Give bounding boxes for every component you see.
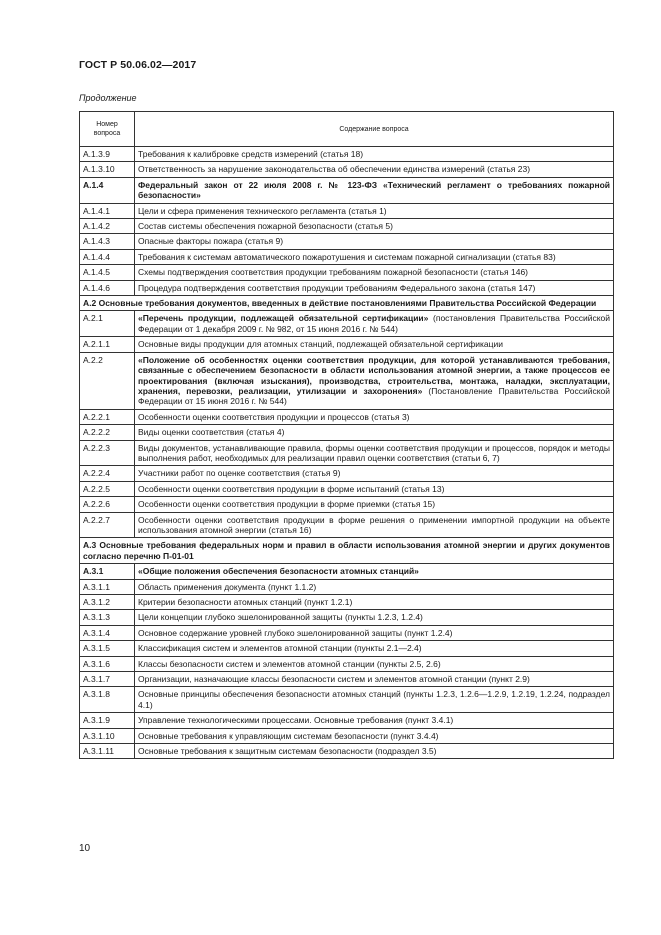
- question-number: A.3.1.1: [80, 579, 135, 594]
- question-content: Организации, назначающие классы безопасности систем и элементов атомной станции (пункт 2.9): [135, 672, 614, 687]
- question-number: A.1.4.4: [80, 249, 135, 264]
- question-content: Схемы подтверждения соответствия продукции требованиям пожарной безопасности (статья 146): [135, 265, 614, 280]
- table-row: [80, 641, 614, 656]
- question-content: Критерии безопасности атомных станций (пункт 1.2.1): [135, 595, 614, 610]
- document-title: «Перечень продукции, подлежащей обязательной сертификации»: [138, 313, 429, 324]
- table-body: [80, 147, 614, 759]
- question-number: A.3.1.10: [80, 728, 135, 743]
- table-row: [80, 440, 614, 466]
- question-number: A.1.3.10: [80, 162, 135, 177]
- question-number: A.3.1.4: [80, 625, 135, 640]
- table-row: [80, 481, 614, 496]
- table-row: [80, 337, 614, 352]
- table-row: [80, 177, 614, 203]
- document-code: ГОСТ Р 50.06.02—2017: [79, 59, 197, 71]
- table-row: [80, 265, 614, 280]
- question-number: A.1.4.1: [80, 203, 135, 218]
- section-heading: A.2 Основные требования документов, введенных в действие постановлениями Правительства Российской Федерации: [80, 296, 614, 311]
- table-row: [80, 564, 614, 579]
- question-content: Особенности оценки соответствия продукции в форме испытаний (статья 13): [135, 481, 614, 496]
- section-heading: A.3 Основные требования федеральных норм и правил в области использования атомной энергии и других документов согласно перечню П-01-01: [80, 538, 614, 564]
- question-content: «Общие положения обеспечения безопасности атомных станций»: [135, 564, 614, 579]
- question-number: A.2.2.4: [80, 466, 135, 481]
- table-row: [80, 249, 614, 264]
- question-number: A.2.2: [80, 352, 135, 409]
- table-row: [80, 280, 614, 295]
- question-content: Основные требования к защитным системам безопасности (подраздел 3.5): [135, 744, 614, 759]
- table-row: [80, 497, 614, 512]
- question-content: Основные требования к управляющим системам безопасности (пункт 3.4.4): [135, 728, 614, 743]
- table-row: [80, 234, 614, 249]
- table-header-row: [80, 112, 614, 147]
- table-row: [80, 656, 614, 671]
- question-number: A.3.1.7: [80, 672, 135, 687]
- column-header-number: Номер вопроса: [80, 112, 135, 147]
- question-number: A.3.1.2: [80, 595, 135, 610]
- table-row: [80, 162, 614, 177]
- question-content: [135, 311, 614, 337]
- question-number: A.3.1.6: [80, 656, 135, 671]
- question-number: A.1.3.9: [80, 147, 135, 162]
- table-row: [80, 625, 614, 640]
- table-row: [80, 219, 614, 234]
- question-number: A.2.2.3: [80, 440, 135, 466]
- question-content: Основные принципы обеспечения безопасности атомных станций (пункты 1.2.3, 1.2.6—1.2.9, 1.2.19, 1.2.24, подраздел 4.1): [135, 687, 614, 713]
- question-number: A.3.1.3: [80, 610, 135, 625]
- question-content: Цели концепции глубоко эшелонированной защиты (пункты 1.2.3, 1.2.4): [135, 610, 614, 625]
- table-row: [80, 425, 614, 440]
- question-number: A.1.4.3: [80, 234, 135, 249]
- question-content: Особенности оценки соответствия продукции в форме решения о применении импортной продукции на объекте использования атомной энергии (статья 16): [135, 512, 614, 538]
- question-content: Управление технологическими процессами. Основные требования (пункт 3.4.1): [135, 713, 614, 728]
- question-content: Особенности оценки соответствия продукции в форме приемки (статья 15): [135, 497, 614, 512]
- question-number: A.2.2.5: [80, 481, 135, 496]
- question-content: Федеральный закон от 22 июля 2008 г. № 123-ФЗ «Технический регламент о требованиях пожарной безопасности»: [135, 177, 614, 203]
- table-row: [80, 147, 614, 162]
- table-section-row: [80, 538, 614, 564]
- question-content: Основное содержание уровней глубоко эшелонированной защиты (пункт 1.2.4): [135, 625, 614, 640]
- document-reference: (Постановление Правительства Российской Федерации от 15 июня 2016 г. № 544): [138, 385, 610, 407]
- question-content: Цели и сфера применения технического регламента (статья 1): [135, 203, 614, 218]
- table-row: [80, 512, 614, 538]
- question-content: Процедура подтверждения соответствия продукции требованиям Федерального закона (статья 147): [135, 280, 614, 295]
- question-content: Классификация систем и элементов атомной станции (пункты 2.1—2.4): [135, 641, 614, 656]
- question-number: A.1.4.5: [80, 265, 135, 280]
- table-row: [80, 352, 614, 409]
- question-number: A.3.1.8: [80, 687, 135, 713]
- question-content: [135, 352, 614, 409]
- question-content: Опасные факторы пожара (статья 9): [135, 234, 614, 249]
- column-header-content: Содержание вопроса: [135, 112, 614, 147]
- question-number: A.3.1.9: [80, 713, 135, 728]
- question-content: Участники работ по оценке соответствия (статья 9): [135, 466, 614, 481]
- question-content: Виды оценки соответствия (статья 4): [135, 425, 614, 440]
- table-row: [80, 579, 614, 594]
- question-number: A.1.4.6: [80, 280, 135, 295]
- question-number: A.3.1.5: [80, 641, 135, 656]
- continuation-label: Продолжение: [79, 93, 137, 103]
- question-number: A.2.1.1: [80, 337, 135, 352]
- question-number: A.2.1: [80, 311, 135, 337]
- page-number: 10: [79, 843, 91, 854]
- question-content: Виды документов, устанавливающие правила, формы оценки соответствия продукции и процессов, порядок и методы выполнения работ, необходимых для реализации правил оценки соответствия (статьи 6, 7): [135, 440, 614, 466]
- question-content: Область применения документа (пункт 1.1.2): [135, 579, 614, 594]
- table-row: [80, 311, 614, 337]
- table-row: [80, 744, 614, 759]
- table-row: [80, 409, 614, 424]
- question-number: A.3.1.11: [80, 744, 135, 759]
- question-content: Классы безопасности систем и элементов атомной станции (пункты 2.5, 2.6): [135, 656, 614, 671]
- question-content: Требования к системам автоматического пожаротушения и системам пожарной сигнализации (статья 83): [135, 249, 614, 264]
- table-row: [80, 713, 614, 728]
- questions-table: [79, 111, 614, 759]
- question-content: Основные виды продукции для атомных станций, подлежащей обязательной сертификации: [135, 337, 614, 352]
- question-number: A.3.1: [80, 564, 135, 579]
- question-content: Ответственность за нарушение законодательства об обеспечении единства измерений (статья 23): [135, 162, 614, 177]
- question-content: Особенности оценки соответствия продукции и процессов (статья 3): [135, 409, 614, 424]
- table-row: [80, 610, 614, 625]
- table-row: [80, 203, 614, 218]
- table-row: [80, 595, 614, 610]
- question-number: A.2.2.6: [80, 497, 135, 512]
- question-content: Состав системы обеспечения пожарной безопасности (статья 5): [135, 219, 614, 234]
- question-number: A.2.2.1: [80, 409, 135, 424]
- table-row: [80, 466, 614, 481]
- document-title: «Положение об особенностях оценки соответствия продукции, для которой устанавливаются требования, связанные с обеспечением безопасности в области использования атомной энергии, а также процессов ее проектирования (включая изыскания), производства, строительства, монтажа, наладки, эксплуатации, хранения, перевозки, реализации, утилизации и захоронения»: [138, 354, 610, 396]
- document-reference: (постановления Правительства Российской Федерации от 1 декабря 2009 г. № 982, от 15 июня 2016 г. № 544): [138, 313, 610, 334]
- question-number: A.1.4: [80, 177, 135, 203]
- table-row: [80, 728, 614, 743]
- table-row: [80, 672, 614, 687]
- question-number: A.2.2.7: [80, 512, 135, 538]
- table-row: [80, 687, 614, 713]
- question-number: A.1.4.2: [80, 219, 135, 234]
- table-section-row: [80, 296, 614, 311]
- question-number: A.2.2.2: [80, 425, 135, 440]
- question-content: Требования к калибровке средств измерений (статья 18): [135, 147, 614, 162]
